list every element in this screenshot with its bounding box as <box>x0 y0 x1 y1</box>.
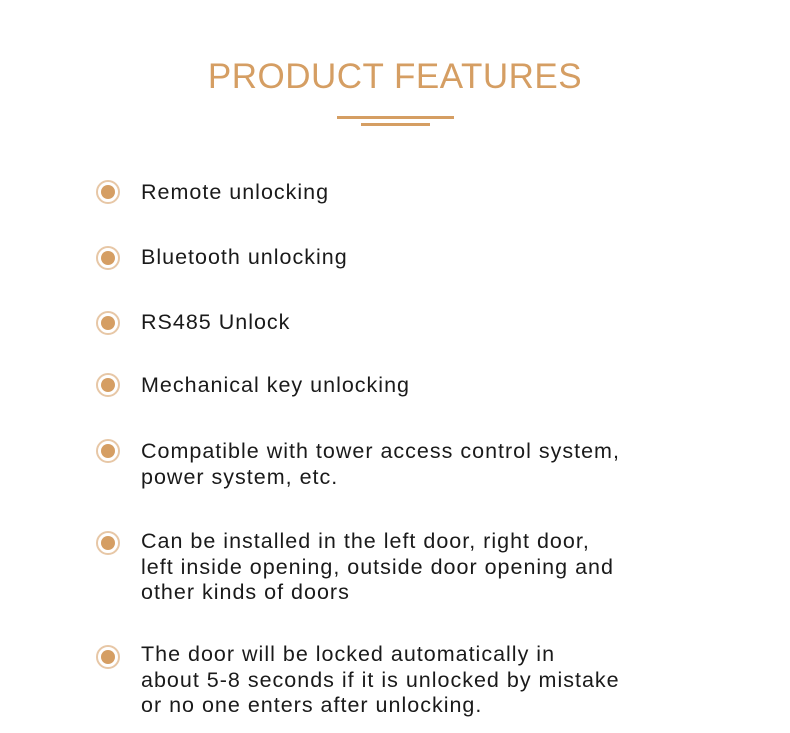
bullet-icon <box>96 180 120 204</box>
feature-text: Mechanical key unlocking <box>141 373 410 397</box>
feature-text: The door will be locked automatically in about 5-8 seconds if it is unlocked by mistake or no one enters after unlocking. <box>141 642 620 717</box>
bullet-icon <box>96 645 120 669</box>
bullet-icon <box>96 373 120 397</box>
bullet-icon <box>96 311 120 335</box>
bullet-dot <box>101 650 115 664</box>
page-title: PRODUCT FEATURES <box>207 57 583 96</box>
bullet-dot <box>101 185 115 199</box>
feature-text: Compatible with tower access control system, power system, etc. <box>141 439 620 489</box>
bullet-icon <box>96 439 120 463</box>
bullet-dot <box>101 251 115 265</box>
bullet-dot <box>101 444 115 458</box>
feature-text: Remote unlocking <box>141 180 330 204</box>
title-divider-bottom <box>361 123 430 126</box>
feature-text: RS485 Unlock <box>141 310 291 334</box>
bullet-dot <box>101 536 115 550</box>
feature-text: Bluetooth unlocking <box>141 245 348 269</box>
bullet-icon <box>96 246 120 270</box>
bullet-dot <box>101 316 115 330</box>
title-divider-top <box>337 116 454 119</box>
feature-text: Can be installed in the left door, right door, left inside opening, outside door opening and other kinds of doors <box>141 529 614 604</box>
bullet-dot <box>101 378 115 392</box>
bullet-icon <box>96 531 120 555</box>
